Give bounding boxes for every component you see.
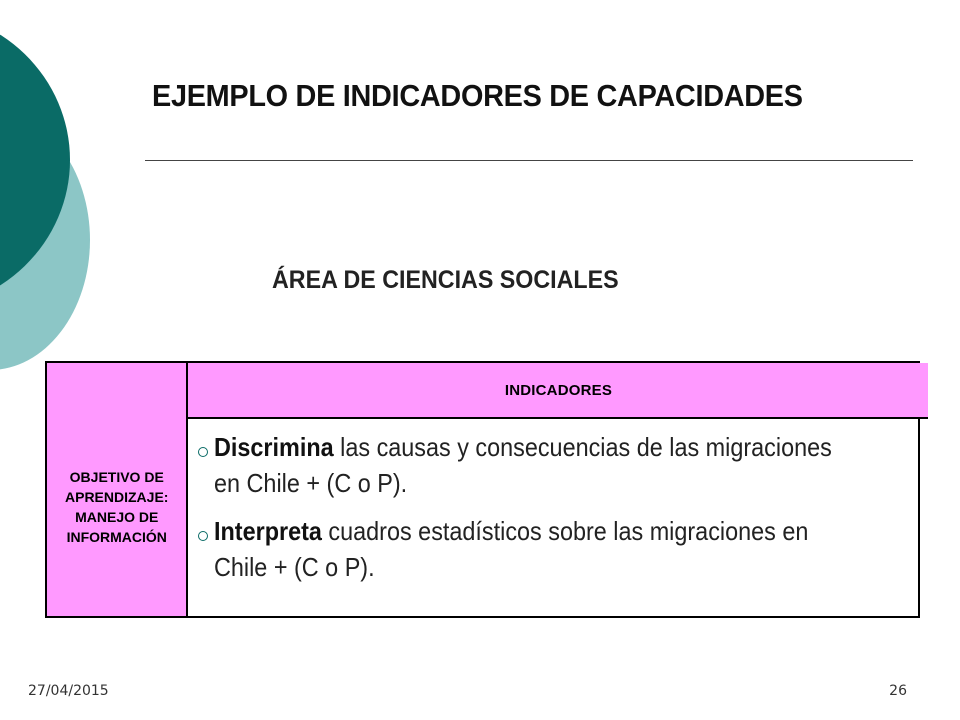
indicator-item bbox=[198, 513, 914, 585]
indicator-text bbox=[214, 429, 844, 501]
indicators-table bbox=[45, 361, 920, 618]
slide-title: EJEMPLO DE INDICADORES DE CAPACIDADES bbox=[152, 78, 803, 113]
objective-label: OBJETIVO DE APRENDIZAJE: MANEJO DE INFORMACIÓN bbox=[65, 468, 169, 545]
bullet-circle-icon bbox=[198, 447, 208, 457]
indicators-list bbox=[188, 419, 928, 616]
indicator-description: las causas y consecuencias de las migraciones en Chile + (C o P). bbox=[214, 432, 833, 498]
indicator-item bbox=[198, 429, 914, 501]
footer-date: 27/04/2015 bbox=[28, 683, 109, 699]
indicator-text bbox=[214, 513, 844, 585]
indicators-header-cell bbox=[188, 363, 928, 419]
objective-cell bbox=[47, 363, 188, 616]
title-divider bbox=[145, 160, 913, 161]
indicator-verb: Interpreta bbox=[214, 516, 323, 546]
page-number: 26 bbox=[889, 683, 907, 699]
bullet-circle-icon bbox=[198, 531, 208, 541]
indicators-column bbox=[188, 363, 928, 616]
slide-subtitle: ÁREA DE CIENCIAS SOCIALES bbox=[272, 266, 619, 294]
indicator-description: cuadros estadísticos sobre las migraciones en Chile + (C o P). bbox=[214, 516, 809, 582]
indicators-header: INDICADORES bbox=[504, 381, 613, 399]
indicator-verb: Discrimina bbox=[214, 432, 335, 462]
